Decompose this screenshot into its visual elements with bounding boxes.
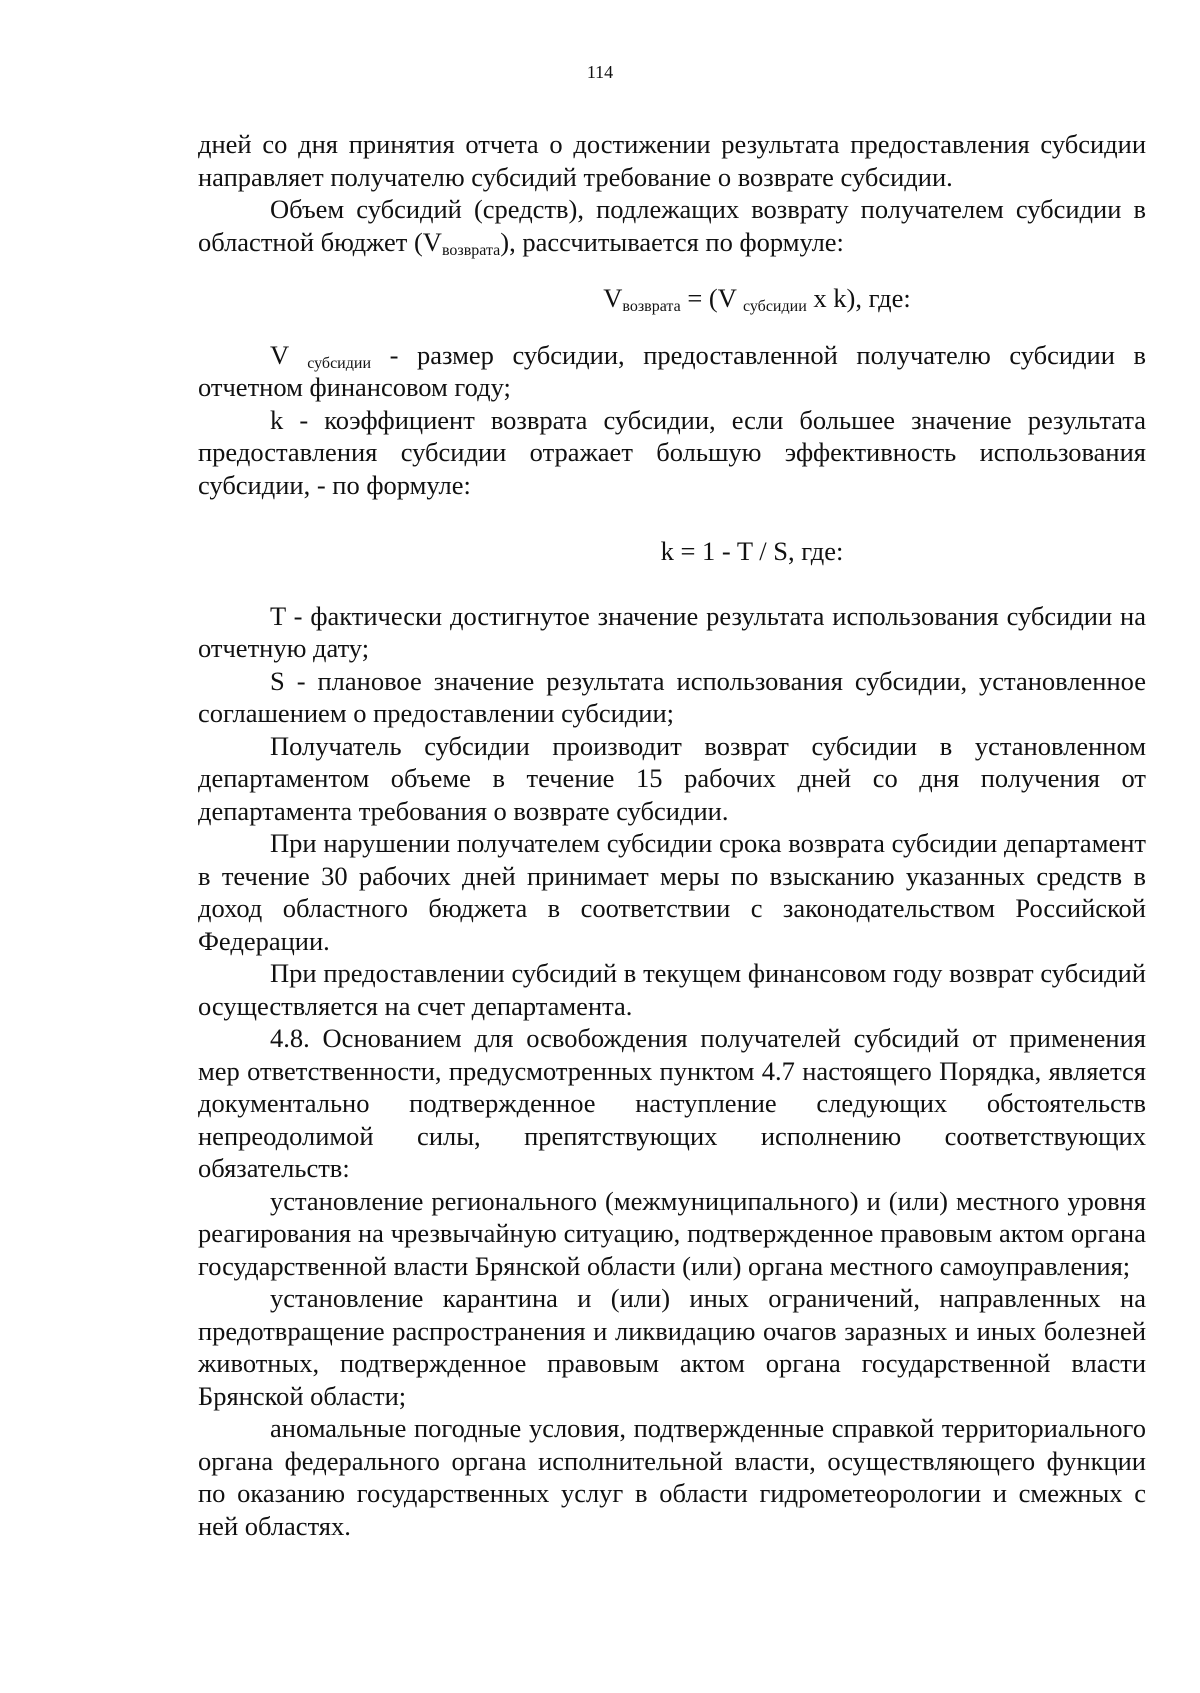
paragraph-current-year: При предоставлении субсидий в текущем финансовом году возврат субсидий осуществляется на счет департамента. [198, 958, 1146, 1021]
paragraph-refund-term: Получатель субсидии производит возврат субсидии в установленном департаментом объеме в течение 15 рабочих дней со дня получения от департамента требования о возврате субсидии. [198, 730, 1146, 826]
paragraph-emergency: установление регионального (межмуниципального) и (или) местного уровня реагирования на чрезвычайную ситуацию, подтвержденное правовым актом органа государственной власти Брянской области (или) органа местного самоуправления; [198, 1185, 1146, 1281]
subscript: возврата [622, 298, 681, 315]
paragraph-v-subsidy-definition [198, 339, 1146, 404]
formula-text: = (V [680, 283, 743, 313]
text-segment: ), рассчитывается по формуле: [500, 226, 844, 257]
text-segment: - размер субсидии, предоставленной получателю субсидии в отчетном финансовом году; [198, 339, 1146, 402]
paragraph-t-definition: T - фактически достигнутое значение результата использования субсидии на отчетную дату; [198, 600, 1146, 663]
formula-refund [198, 282, 1146, 315]
document-body [198, 128, 1146, 1542]
formula-symbol: V [270, 339, 308, 370]
paragraph-quarantine: установление карантина и (или) иных ограничений, направленных на предотвращение распространения и ликвидацию очагов заразных и иных болезней животных, подтвержденное правовым актом органа государственной власти Брянской области; [198, 1283, 1146, 1411]
text-segment: Объем субсидий (средств), подлежащих возврату получателем субсидии в областной бюджет (V [198, 194, 1146, 257]
paragraph-k-definition: k - коэффициент возврата субсидии, если большее значение результата предоставления субсидии отражает большую эффективность использования субсидии, - по формуле: [198, 404, 1146, 500]
subscript: возврата [441, 241, 501, 259]
paragraph-intro: дней со дня принятия отчета о достижении результата предоставления субсидии направляет получателю субсидий требование о возврате субсидии. [198, 129, 1146, 192]
paragraph-s-definition: S - плановое значение результата использования субсидии, установленное соглашением о предоставлении субсидии; [198, 665, 1146, 728]
formula-text: x k), где: [806, 283, 911, 313]
formula-symbol: V [603, 283, 623, 313]
subscript: субсидии [743, 298, 807, 315]
formula-k: k = 1 - T / S, где: [660, 536, 844, 566]
paragraph-section-4-8: 4.8. Основанием для освобождения получателей субсидий от применения мер ответственности, предусмотренных пунктом 4.7 настоящего Порядка, является документально подтвержденное наступление следующих обстоятельств непреодолимой силы, препятствующих исполнению соответствующих обязательств: [198, 1023, 1146, 1183]
paragraph-refund-volume [198, 193, 1146, 258]
paragraph-weather: аномальные погодные условия, подтвержденные справкой территориального органа федерального органа исполнительной власти, осуществляющего функции по оказанию государственных услуг в области гидрометеорологии и смежных с ней областях. [198, 1413, 1146, 1541]
paragraph-violation: При нарушении получателем субсидии срока возврата субсидии департамент в течение 30 рабочих дней принимает меры по взысканию указанных средств в доход областного бюджета в соответствии с законодательством Российской Федерации. [198, 828, 1146, 956]
page-number: 114 [586, 62, 614, 82]
subscript: субсидии [307, 354, 371, 372]
